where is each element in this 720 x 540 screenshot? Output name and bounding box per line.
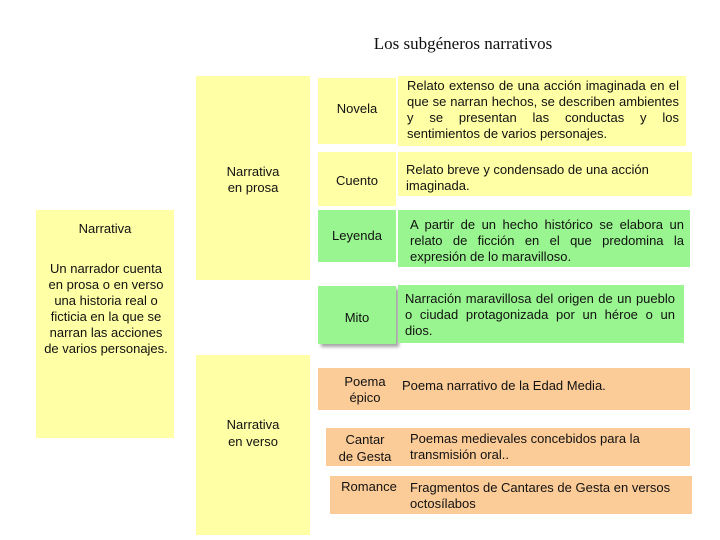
romance-box	[330, 476, 692, 514]
cuento-name: Cuento	[336, 173, 378, 188]
verso-label-line2: en verso	[228, 434, 278, 449]
cuento-desc-box	[398, 152, 692, 196]
leyenda-desc-box	[398, 210, 690, 267]
narrativa-definition: Un narrador cuenta en prosa o en verso una historia real o ficticia en la que se narran las acciones de varios personajes.	[44, 261, 168, 356]
leyenda-name: Leyenda	[332, 228, 382, 243]
leyenda-desc: A partir de un hecho histórico se elabora un relato de ficción en el que predomina la expresión de lo maravilloso.	[410, 217, 684, 264]
narrativa-root-box	[36, 210, 174, 438]
page-title: Los subgéneros narrativos	[373, 34, 553, 53]
novela-name-box	[318, 78, 396, 144]
verso-category-box	[196, 355, 310, 535]
cantar-desc: Poemas medievales concebidos para la transmisión oral..	[410, 431, 640, 462]
prosa-label-line1: Narrativa	[226, 164, 280, 179]
novela-desc-box	[398, 76, 686, 146]
leyenda-name-box	[318, 210, 396, 262]
poema-epico-box	[318, 368, 690, 410]
cantar-name-line1: Cantar	[345, 432, 385, 447]
poema-epico-desc: Poema narrativo de la Edad Media.	[402, 378, 606, 393]
romance-name: Romance	[341, 479, 397, 494]
novela-name: Novela	[336, 101, 378, 116]
cantar-name-line2: de Gesta	[338, 449, 392, 464]
mito-name-box	[318, 286, 396, 344]
romance-desc: Fragmentos de Cantares de Gesta en versos octosílabos	[410, 480, 671, 511]
cuento-desc: Relato breve y condensado de una acción imaginada.	[406, 162, 649, 193]
poema-epico-name-line1: Poema	[344, 374, 386, 389]
novela-desc: Relato extenso de una acción imaginada en el que se narran hechos, se describen ambientes y se presentan las conductas y los sentimientos de varios personajes.	[407, 78, 679, 141]
verso-label-line1: Narrativa	[226, 417, 280, 432]
mito-desc: Narración maravillosa del origen de un pueblo o ciudad protagonizada por un héroe o un dios.	[405, 291, 675, 338]
poema-epico-name-line2: épico	[349, 390, 381, 405]
prosa-category-box	[196, 76, 310, 280]
narrativa-heading: Narrativa	[78, 221, 132, 236]
mito-desc-box	[398, 285, 684, 343]
cantar-de-gesta-box	[326, 428, 690, 466]
prosa-label-line2: en prosa	[227, 180, 279, 195]
cuento-name-box	[318, 152, 396, 206]
mito-name: Mito	[344, 310, 370, 325]
